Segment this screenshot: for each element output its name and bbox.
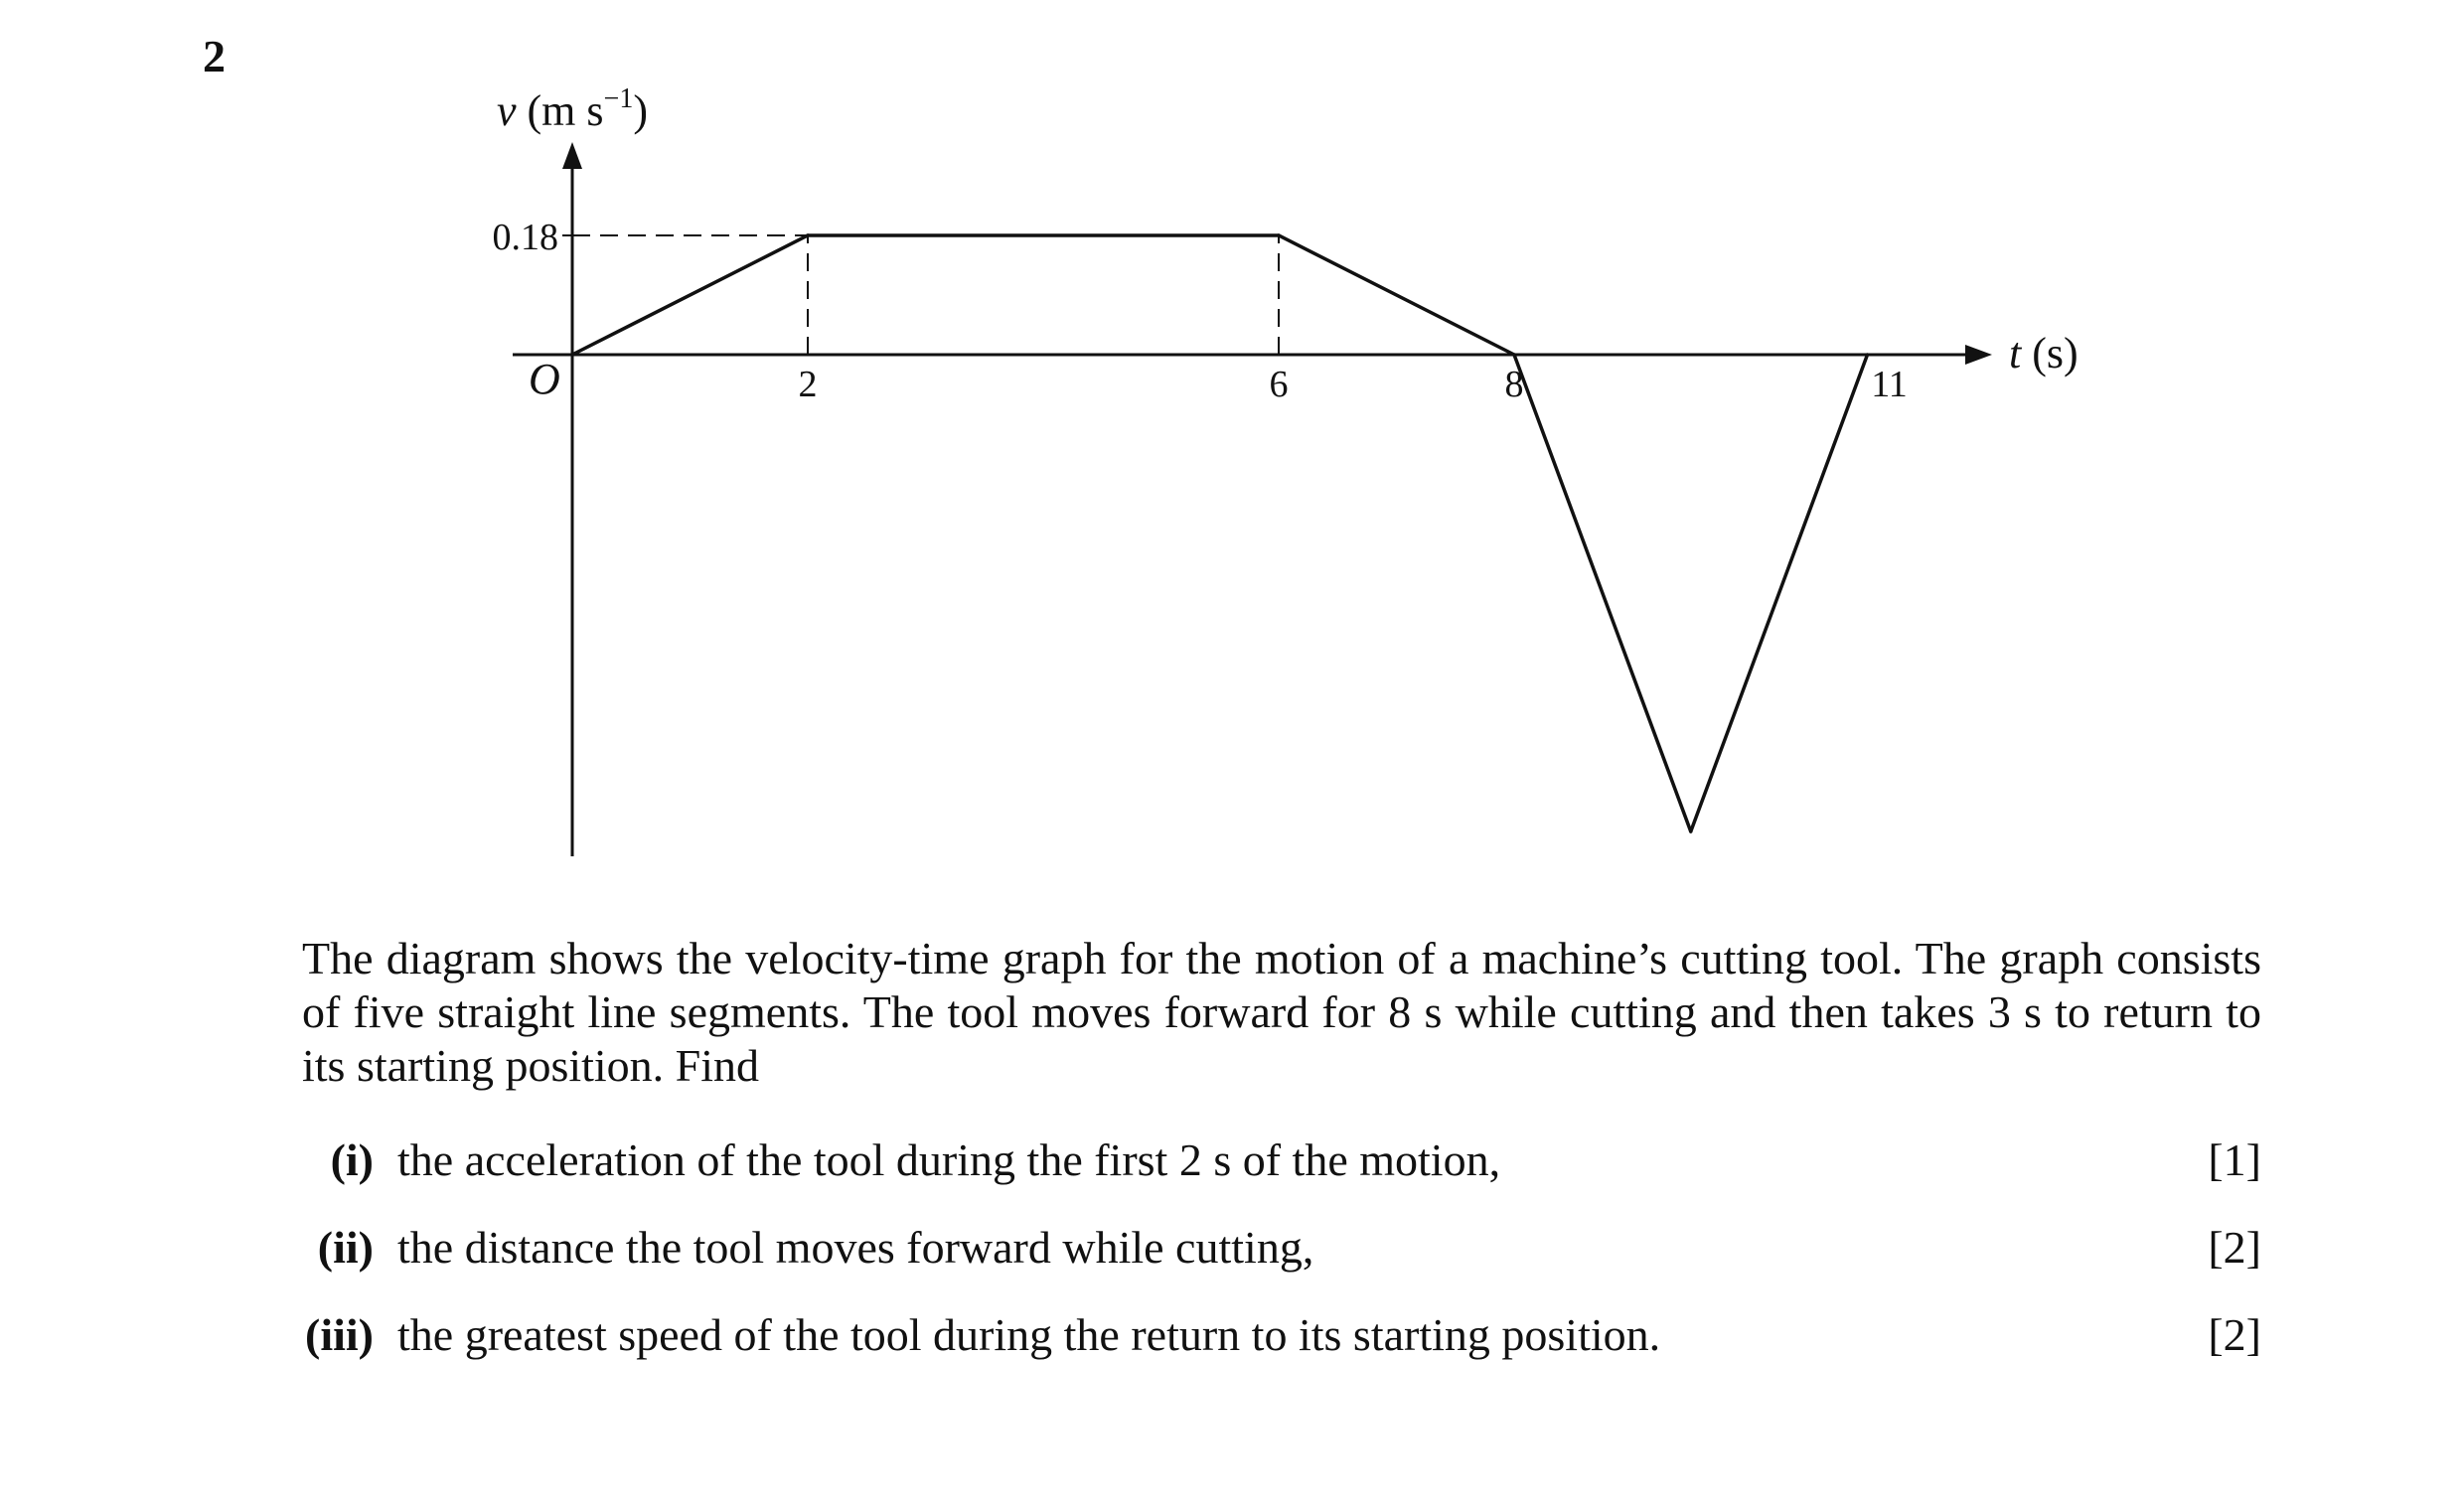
series-segment [572,235,808,355]
question-part-iii [302,1305,2261,1365]
series-segment [1691,355,1868,831]
part-text: the acceleration of the tool during the first 2 s of the motion, [397,1134,1501,1185]
part-text: the distance the tool moves forward while cutting, [397,1222,1314,1273]
part-label: (iii) [305,1309,374,1360]
question-intro: The diagram shows the velocity-time graph for the motion of a machine’s cutting tool. The graph consists of five straight line segments. The tool moves forward for 8 s while cutting and then takes 3 s to return to its starting position. Find [302,933,2261,1091]
question-part-ii [302,1218,2261,1278]
part-label: (i) [330,1134,374,1185]
part-marks: [1] [2208,1134,2261,1185]
part-label: (ii) [317,1222,374,1273]
origin-label: O [529,355,560,403]
y-axis-label: v (m $s^{-1}$) [497,83,648,135]
y-tick-label: 0.18 [492,216,558,258]
part-marks: [2] [2208,1309,2261,1360]
x-axis-arrow [1965,345,1992,365]
y-axis-arrow [562,142,582,169]
series-segment [1279,235,1514,355]
x-tick-label: 6 [1269,364,1289,405]
part-text: the greatest speed of the tool during the return to its starting position. [397,1309,1661,1360]
x-tick-label: 8 [1504,364,1524,405]
x-tick-label: 2 [798,364,818,405]
question-part-i [302,1131,2261,1190]
x-axis-label: t (s) [2009,329,2079,377]
series-segment [1514,355,1691,831]
x-tick-label: 11 [1871,364,1908,405]
part-marks: [2] [2208,1222,2261,1273]
question-number: 2 [203,31,226,81]
